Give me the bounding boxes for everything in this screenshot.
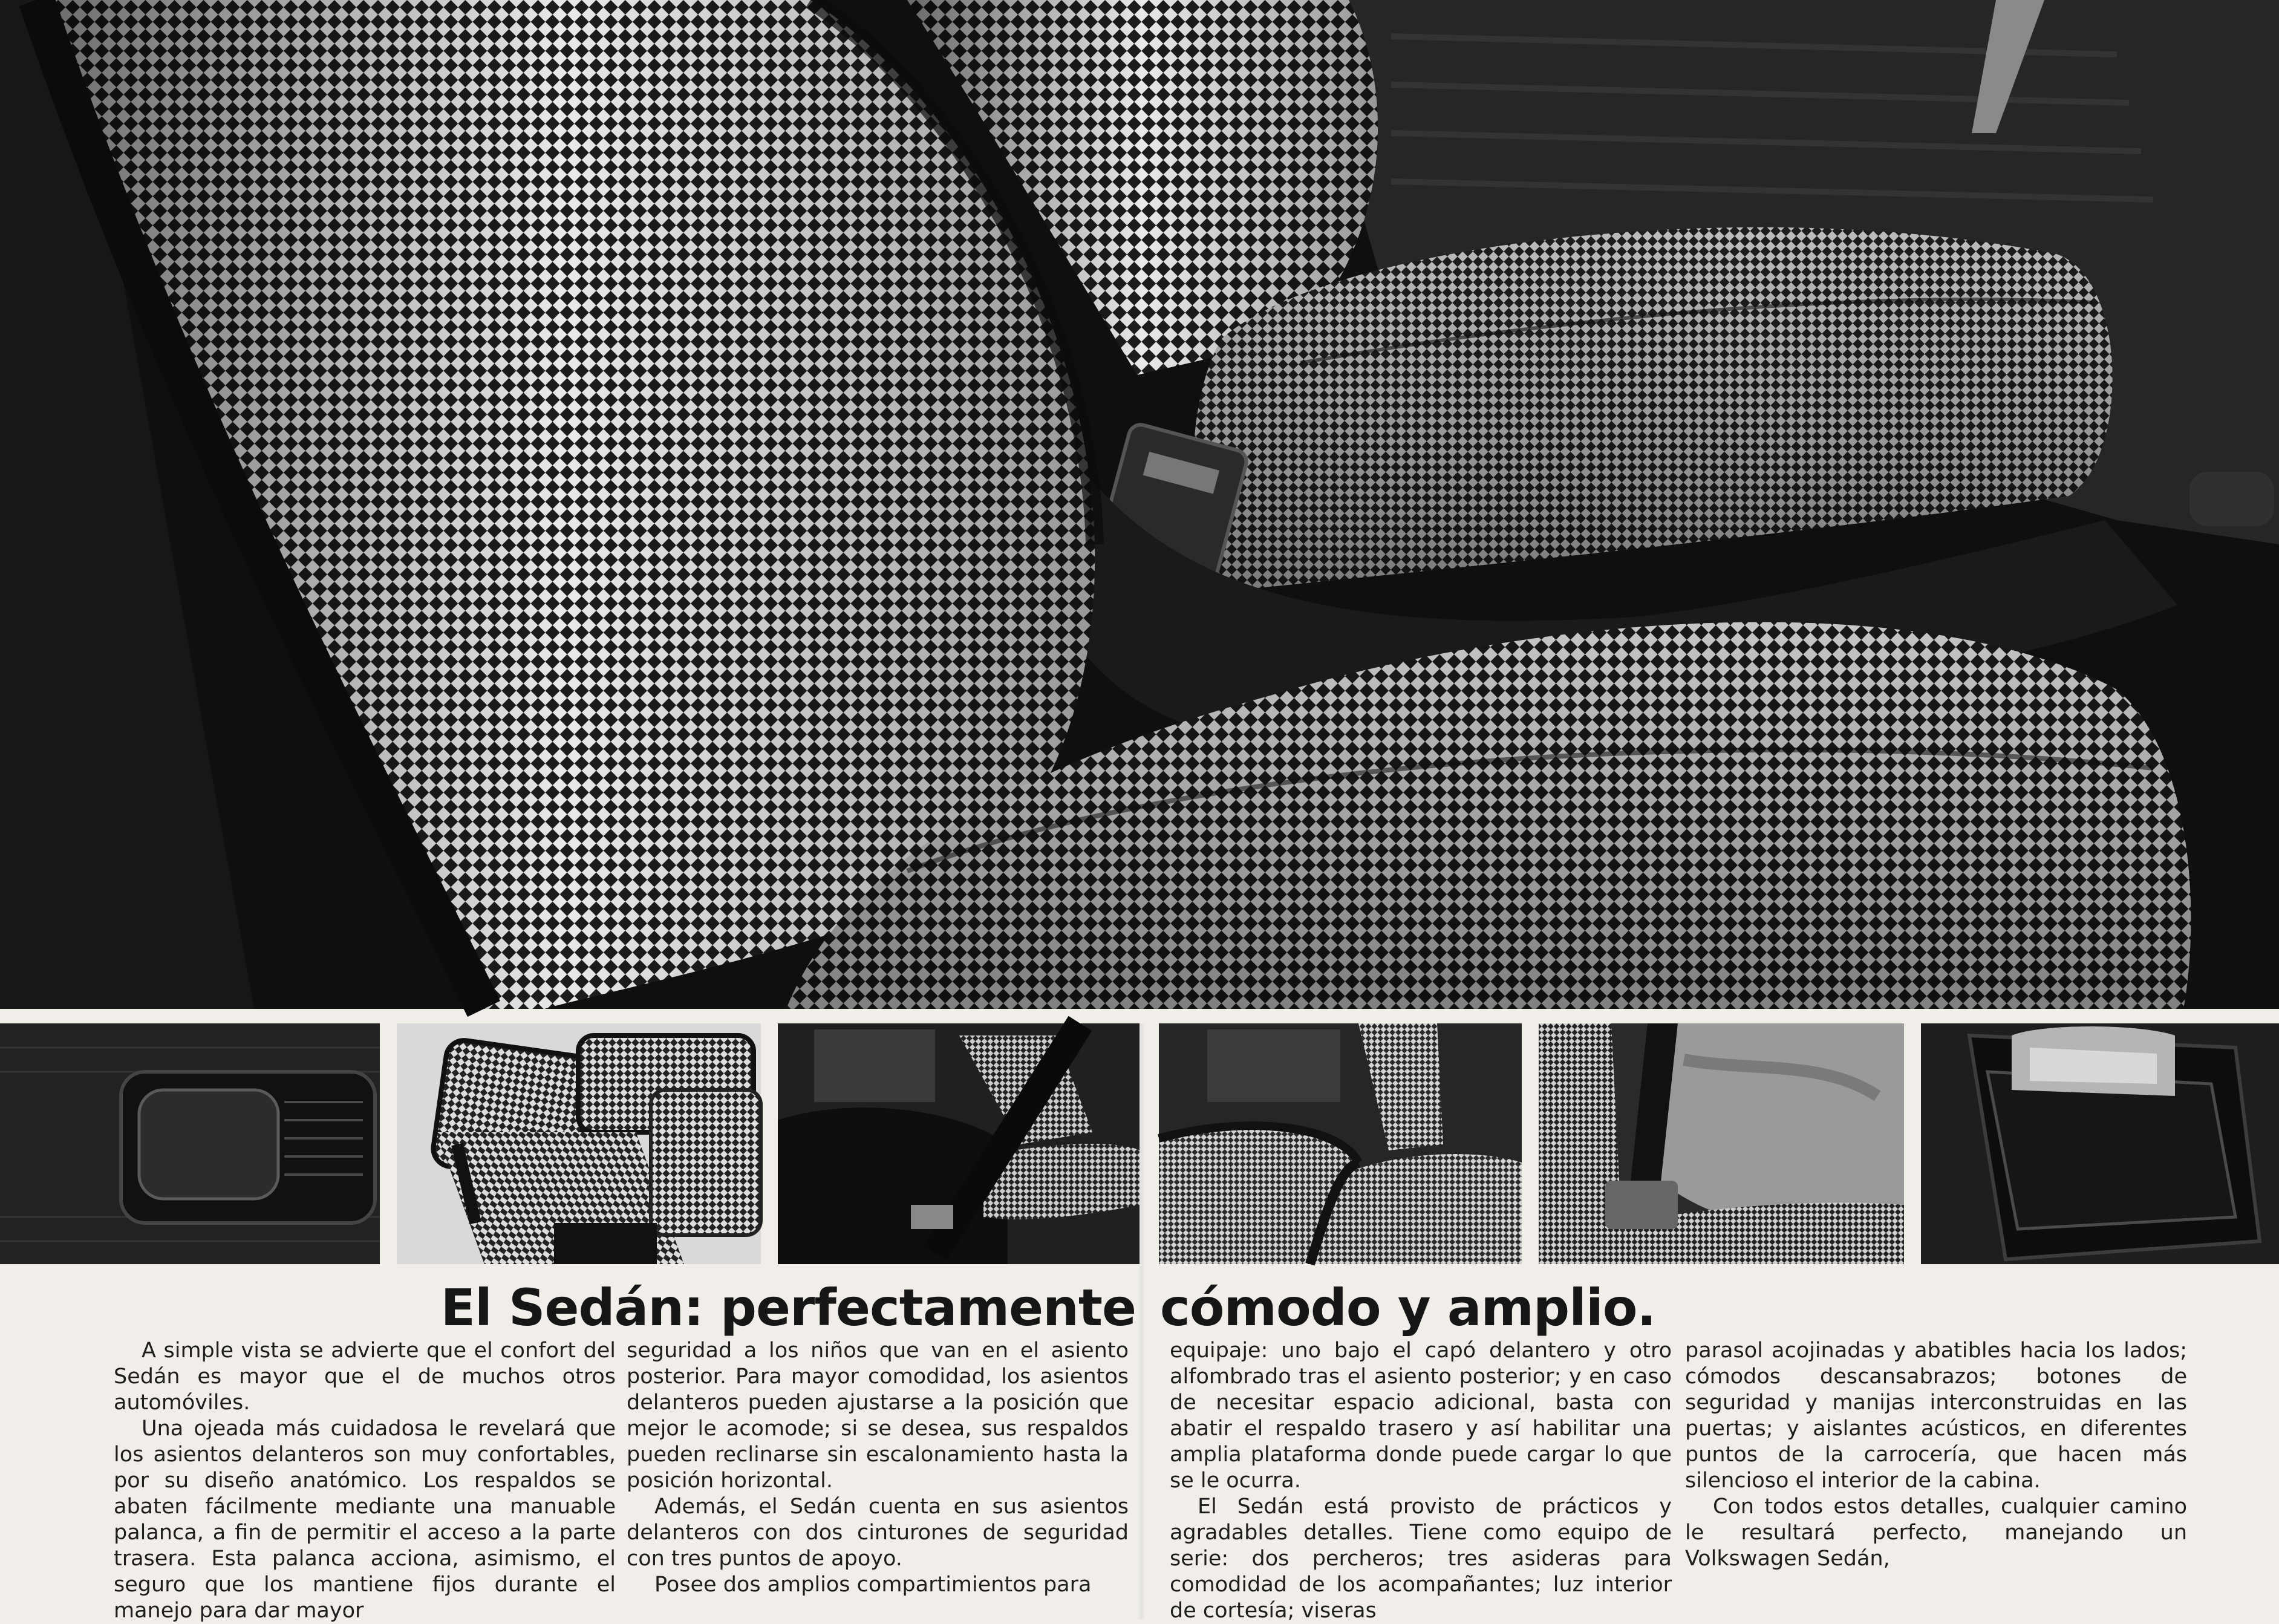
paragraph: equipaje: uno bajo el capó delantero y otro alfombrado tras el asiento posterior; y en caso de necesitar espacio adicional, basta con abatir el respaldo trasero y así habilitar una amplia plataforma donde puede cargar lo que se le ocurra. xyxy=(1170,1339,1672,1493)
paragraph: Una ojeada más cuidadosa le revelará que los asientos delanteros son muy confortables, por su diseño anatómico. Los respaldos se abaten fácilmente mediante una manuable palanca, a fin de permitir el acceso a la parte trasera. Esta palanca acciona, asimismo, el seguro que los mantiene fijos durante el manejo para dar mayor xyxy=(114,1417,616,1623)
photo-seat-belt xyxy=(1539,1023,1904,1264)
paragraph: parasol acojinadas y abatibles hacia los lados; cómodos descansabrazos; botones de seguridad y manijas interconstruidas en las puertas; y aislantes acústicos, en diferentes puntos de la carrocería, que hacen más silencioso el interior de la cabina. xyxy=(1685,1339,2187,1493)
paragraph: Posee dos amplios compartimientos para xyxy=(654,1573,1092,1597)
photo-door-handle xyxy=(0,1023,380,1264)
body-column-4 xyxy=(1685,1338,2187,1610)
body-column-1 xyxy=(114,1338,616,1623)
body-column-2 xyxy=(627,1338,1129,1610)
headline-left: El Sedán: perfectamente xyxy=(440,1278,1136,1337)
paragraph: Además, el Sedán cuenta en sus asientos delanteros con dos cinturones de seguridad con tres puntos de apoyo. xyxy=(627,1495,1129,1571)
headline-right: cómodo y amplio. xyxy=(1160,1278,1656,1337)
paragraph: seguridad a los niños que van en el asiento posterior. Para mayor comodidad, los asientos delanteros pueden ajustarse a la posición que mejor le acomode; si se desea, sus respaldos pueden reclinarse sin escalonamiento hasta la posición horizontal. xyxy=(627,1339,1129,1493)
photo-rear-seat xyxy=(778,1023,1140,1264)
headline xyxy=(0,1267,2279,1346)
photo-reclined-seat xyxy=(1159,1023,1522,1264)
paragraph: Con todos estos detalles, cualquier camino le resultará perfecto, manejando un Volkswagen Sedán, xyxy=(1685,1495,2187,1571)
paragraph: El Sedán está provisto de prácticos y agradables detalles. Tiene como equipo de serie: dos percheros; tres asideras para comodidad de los acompañantes; luz interior de cortesía; viseras xyxy=(1170,1495,1672,1623)
body-column-3 xyxy=(1170,1338,1672,1623)
photo-ashtray xyxy=(1921,1023,2279,1264)
paragraph: A simple vista se advierte que el confort del Sedán es mayor que el de muchos otros automóviles. xyxy=(114,1339,616,1415)
photo-luggage xyxy=(397,1023,761,1264)
